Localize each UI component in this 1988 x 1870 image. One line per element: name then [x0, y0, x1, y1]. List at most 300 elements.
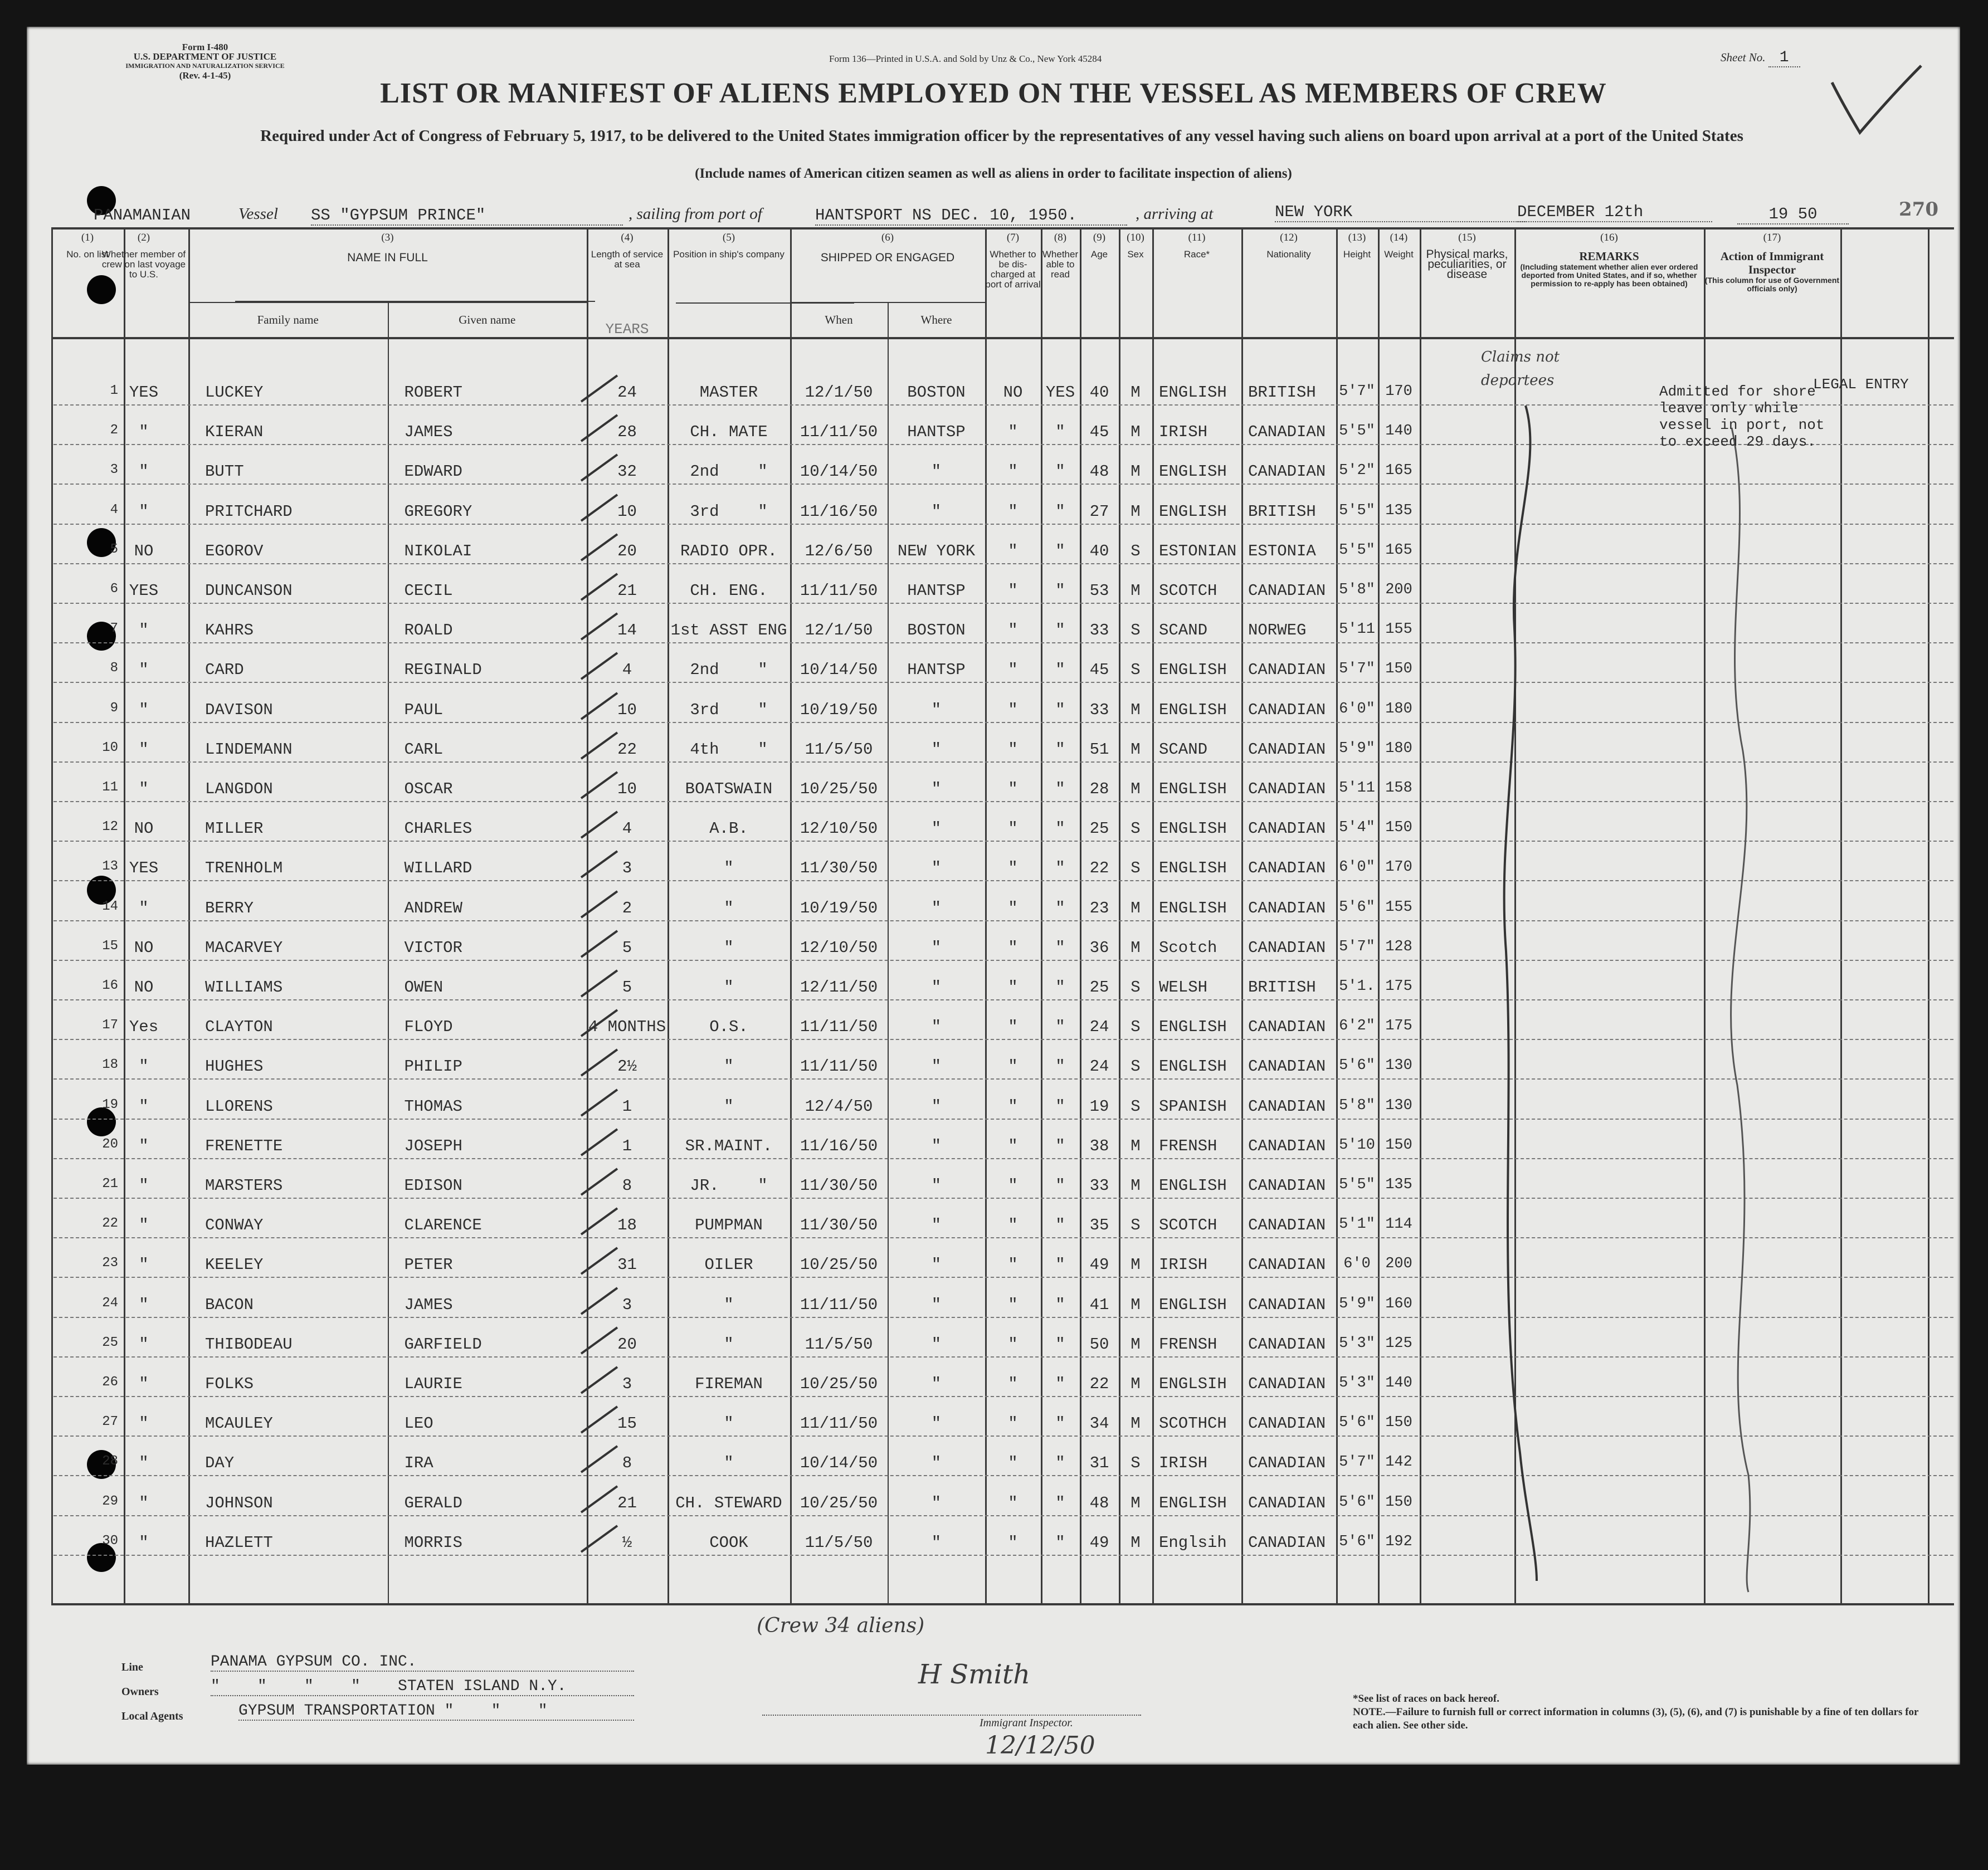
table-cell: S [1131, 1057, 1141, 1076]
table-cell: M [1131, 899, 1141, 917]
table-cell: CANADIAN [1248, 1057, 1326, 1076]
table-cell: 32 [617, 462, 637, 481]
table-cell: " [1008, 423, 1018, 442]
table-cell: 5'9" [1339, 740, 1375, 757]
table-cell: " [1055, 1335, 1065, 1354]
tick-mark-icon [578, 1521, 623, 1555]
sheet-number-label: Sheet No. 1 [1721, 49, 1800, 66]
table-cell: 1st ASST ENG [670, 621, 787, 640]
table-cell: " [724, 1295, 734, 1314]
table-cell: " [1008, 621, 1018, 640]
manifest-page [27, 27, 1960, 1765]
table-row [27, 1097, 1960, 1137]
table-cell: 5'11 [1339, 780, 1375, 797]
table-cell: 1 [622, 1136, 632, 1155]
table-cell: 1 [110, 383, 118, 398]
table-cell: 10 [617, 780, 637, 798]
table-cell: 12/4/50 [805, 1097, 873, 1116]
table-cell: 150 [1385, 661, 1412, 678]
table-cell: 11/11/50 [800, 1057, 878, 1076]
table-cell: S [1131, 1018, 1141, 1037]
table-cell: BOSTON [907, 383, 966, 402]
table-cell: " [139, 621, 149, 640]
table-cell: 10/25/50 [800, 1375, 878, 1393]
table-cell: WELSH [1159, 978, 1208, 997]
table-cell: CANADIAN [1248, 780, 1326, 798]
column-header [1420, 232, 1514, 335]
table-cell: HANTSP [907, 423, 966, 442]
table-cell: " [139, 780, 149, 798]
tick-mark-icon [578, 450, 623, 484]
table-cell: " [1055, 938, 1065, 957]
stamp-number: 270 [1899, 198, 1938, 221]
table-cell: TRENHOLM [205, 859, 283, 878]
inspector-action-text: LEGAL ENTRY [1813, 376, 1909, 393]
table-cell: 12/1/50 [805, 621, 873, 640]
tick-mark-icon [578, 1164, 623, 1198]
table-cell: 8 [110, 661, 118, 676]
table-cell: 49 [1089, 1533, 1109, 1552]
column-number: (6) [881, 232, 894, 243]
table-cell: 5 [622, 938, 632, 957]
table-cell: 27 [1089, 502, 1109, 521]
table-cell: NO [134, 819, 154, 838]
tick-mark-icon [578, 569, 623, 603]
table-cell: 5'5" [1339, 541, 1375, 559]
table-cell: M [1131, 1414, 1141, 1433]
table-cell: 12/10/50 [800, 938, 878, 957]
table-cell: M [1131, 1176, 1141, 1195]
table-cell: " [1008, 1335, 1018, 1354]
table-cell: O.S. [709, 1018, 748, 1037]
table-cell: " [931, 899, 942, 917]
table-cell: 45 [1089, 661, 1109, 680]
table-cell: GREGORY [404, 502, 472, 521]
table-cell: " [1055, 780, 1065, 798]
table-cell: EDWARD [404, 462, 462, 481]
table-cell: CANADIAN [1248, 1454, 1326, 1473]
table-cell: " [139, 700, 149, 719]
table-cell: " [1008, 462, 1018, 481]
column-label: SHIPPED OR ENGAGED [820, 251, 955, 264]
table-cell: " [931, 1136, 942, 1155]
table-cell: M [1131, 700, 1141, 719]
table-cell: " [931, 700, 942, 719]
table-cell: M [1131, 1136, 1141, 1155]
table-cell: 5'7" [1339, 383, 1375, 400]
table-cell: REGINALD [404, 661, 482, 680]
table-cell: GERALD [404, 1493, 462, 1512]
table-cell: 25 [1089, 819, 1109, 838]
table-cell: ENGLISH [1159, 661, 1227, 680]
table-cell: 26 [102, 1375, 118, 1390]
table-cell: 12/6/50 [805, 541, 873, 560]
table-cell: 5'5" [1339, 423, 1375, 440]
table-cell: M [1131, 1375, 1141, 1393]
table-cell: BUTT [205, 462, 244, 481]
table-cell: CLAYTON [205, 1018, 273, 1037]
table-cell: 50 [1089, 1335, 1109, 1354]
table-cell: 11/5/50 [805, 740, 873, 759]
flag-value: PANAMANIAN [94, 206, 191, 224]
tick-mark-icon [578, 1402, 623, 1436]
table-cell: S [1131, 541, 1141, 560]
table-cell: 51 [1089, 740, 1109, 759]
table-cell: " [139, 462, 149, 481]
table-cell: 5'6" [1339, 1414, 1375, 1432]
tick-mark-icon [578, 1442, 623, 1475]
column-unit: YEARS [605, 321, 649, 338]
table-cell: ENGLISH [1159, 383, 1227, 402]
column-number: (4) [621, 232, 634, 243]
table-cell: 19 [1089, 1097, 1109, 1116]
table-cell: " [931, 1057, 942, 1076]
table-cell: 23 [102, 1256, 118, 1271]
column-header [99, 232, 188, 335]
table-cell: IRISH [1159, 423, 1208, 442]
table-row [27, 1454, 1960, 1493]
table-cell: JAMES [404, 423, 453, 442]
table-cell: " [1055, 700, 1065, 719]
table-row [27, 542, 1960, 582]
table-cell: IRA [404, 1454, 433, 1473]
table-cell: HAZLETT [205, 1533, 273, 1552]
column-label: Whether to be dis-charged at port of arrival [985, 249, 1041, 290]
table-cell: 11/11/50 [800, 1414, 878, 1433]
table-row [27, 1296, 1960, 1335]
tick-mark-icon [578, 966, 623, 999]
table-row [27, 1375, 1960, 1414]
table-cell: 128 [1385, 938, 1412, 955]
table-cell: THIBODEAU [205, 1335, 293, 1354]
table-cell: 22 [1089, 1375, 1109, 1393]
table-cell: 34 [1089, 1414, 1109, 1433]
table-cell: NORWEG [1248, 621, 1307, 640]
table-cell: 10 [102, 740, 118, 755]
table-cell: JOSEPH [404, 1136, 462, 1155]
table-cell: 8 [622, 1454, 632, 1473]
tick-mark-icon [578, 609, 623, 642]
table-cell: " [1008, 819, 1018, 838]
table-cell: 155 [1385, 899, 1412, 916]
tick-mark-icon [578, 1045, 623, 1078]
table-cell: " [1055, 1533, 1065, 1552]
table-cell: " [139, 1335, 149, 1354]
table-cell: CANADIAN [1248, 1533, 1326, 1552]
table-cell: " [1055, 740, 1065, 759]
table-cell: 33 [1089, 621, 1109, 640]
column-number: (10) [1127, 232, 1144, 243]
table-cell: " [139, 899, 149, 917]
table-cell: " [139, 1136, 149, 1155]
column-sublabel: Family name [257, 313, 319, 326]
column-header [1152, 232, 1241, 335]
table-cell: 24 [1089, 1057, 1109, 1076]
table-cell: 140 [1385, 423, 1412, 440]
table-row [27, 859, 1960, 899]
column-number: (13) [1348, 232, 1366, 243]
table-cell: " [1008, 780, 1018, 798]
table-cell: PHILIP [404, 1057, 462, 1076]
table-cell: ANDREW [404, 899, 462, 917]
table-cell: M [1131, 1295, 1141, 1314]
table-row [27, 819, 1960, 859]
table-cell: CANADIAN [1248, 1493, 1326, 1512]
table-cell: 130 [1385, 1097, 1412, 1114]
column-label: REMARKS [1579, 250, 1639, 263]
table-cell: S [1131, 819, 1141, 838]
tick-mark-icon [578, 530, 623, 563]
page-instruction: (Include names of American citizen seamen as well as aliens in order to facilitate inspection of aliens) [695, 166, 1292, 181]
table-cell: M [1131, 1493, 1141, 1512]
table-row [27, 1018, 1960, 1057]
table-cell: " [1055, 462, 1065, 481]
table-cell: CANADIAN [1248, 582, 1326, 600]
table-row [27, 1176, 1960, 1216]
table-cell: " [1008, 899, 1018, 917]
table-cell: " [139, 1097, 149, 1116]
table-cell: 3rd " [690, 502, 768, 521]
table-cell: 2½ [617, 1057, 637, 1076]
table-cell: 200 [1385, 1256, 1412, 1273]
table-cell: 6 [110, 582, 118, 597]
table-cell: " [1008, 1375, 1018, 1393]
table-cell: " [139, 1414, 149, 1433]
table-row [27, 899, 1960, 939]
table-cell: 28 [102, 1454, 118, 1469]
table-cell: 11/5/50 [805, 1335, 873, 1354]
table-cell: 5'3" [1339, 1375, 1375, 1391]
table-cell: " [1055, 1097, 1065, 1116]
column-header [1041, 232, 1080, 335]
table-cell: " [931, 859, 942, 878]
page-subtitle: Required under Act of Congress of February 5, 1917, to be delivered to the United States immigration officer by the representatives of any vessel having such aliens on board upon arrival at a port of the United States [260, 127, 1743, 145]
table-cell: ½ [622, 1533, 632, 1552]
column-header [188, 232, 587, 335]
column-label: Length of service at sea [591, 249, 664, 270]
table-row [27, 1057, 1960, 1097]
table-cell: ESTONIAN [1159, 541, 1237, 560]
column-header [985, 232, 1041, 335]
table-cell: M [1131, 383, 1141, 402]
table-cell: 18 [617, 1216, 637, 1235]
table-cell: ENGLISH [1159, 1176, 1227, 1195]
table-cell: NO [1003, 383, 1023, 402]
tick-mark-icon [578, 1283, 623, 1317]
table-cell: 10/14/50 [800, 1454, 878, 1473]
sailing-port-value: HANTSPORT NS DEC. 10, 1950. [815, 206, 1127, 226]
table-row [27, 462, 1960, 502]
table-cell: S [1131, 661, 1141, 680]
table-cell: S [1131, 1216, 1141, 1235]
column-number: (17) [1763, 232, 1781, 243]
column-label: Physical marks, peculiarities, or disease [1426, 248, 1508, 281]
column-number: (3) [381, 232, 394, 243]
table-cell: M [1131, 1256, 1141, 1275]
table-cell: 20 [617, 1335, 637, 1354]
table-cell: 10/19/50 [800, 700, 878, 719]
table-cell: IRISH [1159, 1454, 1208, 1473]
table-cell: 6'0" [1339, 700, 1375, 717]
remarks-text: Admitted for shore leave only while vessel in port, not to exceed 29 days. [1659, 383, 1825, 450]
table-cell: " [1055, 1375, 1065, 1393]
table-cell: 5 [110, 541, 118, 557]
tick-mark-icon [578, 1005, 623, 1039]
column-header [1119, 232, 1152, 335]
table-cell: CANADIAN [1248, 859, 1326, 878]
table-cell: " [1008, 1295, 1018, 1314]
table-cell: CANADIAN [1248, 1136, 1326, 1155]
tick-mark-icon [578, 371, 623, 404]
table-cell: " [931, 1097, 942, 1116]
table-cell: 53 [1089, 582, 1109, 600]
table-cell: " [1055, 582, 1065, 600]
table-cell: ENGLISH [1159, 780, 1227, 798]
table-cell: 10/14/50 [800, 661, 878, 680]
table-cell: " [139, 502, 149, 521]
table-cell: " [1008, 938, 1018, 957]
table-cell: 31 [1089, 1454, 1109, 1473]
tick-mark-icon [578, 1125, 623, 1158]
table-cell: " [139, 661, 149, 680]
column-label: Nationality [1266, 249, 1311, 260]
column-sublabel: When [825, 313, 853, 326]
table-cell: CANADIAN [1248, 661, 1326, 680]
table-cell: " [1055, 1057, 1065, 1076]
tick-mark-icon [578, 728, 623, 761]
table-cell: ROALD [404, 621, 453, 640]
table-row [27, 661, 1960, 700]
table-cell: " [1008, 1176, 1018, 1195]
table-cell: M [1131, 780, 1141, 798]
table-cell: " [1008, 582, 1018, 600]
table-cell: MACARVEY [205, 938, 283, 957]
table-cell: 150 [1385, 1493, 1412, 1511]
table-row [27, 621, 1960, 661]
table-cell: ENGLISH [1159, 1018, 1227, 1037]
table-cell: CANADIAN [1248, 899, 1326, 917]
table-row [27, 1137, 1960, 1176]
column-number: (12) [1280, 232, 1298, 243]
table-cell: 8 [622, 1176, 632, 1195]
table-cell: CANADIAN [1248, 938, 1326, 957]
table-cell: NIKOLAI [404, 541, 472, 560]
table-cell: 125 [1385, 1335, 1412, 1352]
table-cell: BRITISH [1248, 978, 1316, 997]
table-cell: 130 [1385, 1057, 1412, 1075]
table-cell: ENGLISH [1159, 502, 1227, 521]
table-cell: DAVISON [205, 700, 273, 719]
table-cell: CH. MATE [690, 423, 768, 442]
column-number: (16) [1600, 232, 1618, 243]
table-cell: 5'3" [1339, 1335, 1375, 1352]
table-cell: 21 [617, 582, 637, 600]
table-cell: CANADIAN [1248, 1097, 1326, 1116]
table-cell: 165 [1385, 462, 1412, 480]
table-cell: 11/16/50 [800, 1136, 878, 1155]
table-cell: 158 [1385, 780, 1412, 797]
inspector-label: Immigrant Inspector. [980, 1717, 1073, 1729]
table-cell: " [1055, 621, 1065, 640]
arrival-date-value: DECEMBER 12th [1517, 203, 1712, 222]
table-cell: KIERAN [205, 423, 264, 442]
table-cell: 2nd " [690, 661, 768, 680]
table-cell: KAHRS [205, 621, 254, 640]
table-cell: 14 [617, 621, 637, 640]
table-cell: LANGDON [205, 780, 273, 798]
table-cell: VICTOR [404, 938, 462, 957]
table-cell: " [1055, 1256, 1065, 1275]
inspection-date: 12/12/50 [985, 1731, 1095, 1760]
table-cell: " [1055, 541, 1065, 560]
table-cell: 135 [1385, 1176, 1412, 1193]
column-header [1514, 232, 1704, 335]
column-header [1241, 232, 1336, 335]
column-sublabel: Given name [459, 313, 516, 326]
ditto-line-icon [1687, 417, 1799, 1603]
table-cell: 38 [1089, 1136, 1109, 1155]
table-cell: " [1055, 1454, 1065, 1473]
table-cell: 2 [110, 423, 118, 438]
table-cell: EDISON [404, 1176, 462, 1195]
table-cell: " [1055, 502, 1065, 521]
table-cell: 20 [617, 541, 637, 560]
table-cell: 3 [110, 462, 118, 478]
table-cell: " [931, 780, 942, 798]
table-cell: 40 [1089, 541, 1109, 560]
table-cell: OILER [704, 1256, 753, 1275]
table-cell: " [1008, 502, 1018, 521]
table-cell: MORRIS [404, 1533, 462, 1552]
table-cell: " [1055, 661, 1065, 680]
table-cell: " [1008, 1493, 1018, 1512]
table-cell: 22 [102, 1216, 118, 1232]
table-cell: 23 [1089, 899, 1109, 917]
table-cell: " [724, 978, 734, 997]
table-cell: " [1008, 740, 1018, 759]
table-cell: ENGLISH [1159, 1493, 1227, 1512]
table-cell: 48 [1089, 1493, 1109, 1512]
crew-count-note: (Crew 34 aliens) [757, 1614, 925, 1637]
table-cell: " [1008, 1414, 1018, 1433]
table-cell: ENGLISH [1159, 700, 1227, 719]
table-cell: Englsih [1159, 1533, 1227, 1552]
table-cell: KEELEY [205, 1256, 264, 1275]
table-cell: 11/16/50 [800, 502, 878, 521]
table-cell: 7 [110, 621, 118, 637]
table-cell: LLORENS [205, 1097, 273, 1116]
table-cell: 5'7" [1339, 938, 1375, 955]
table-cell: ROBERT [404, 383, 462, 402]
column-note: (This column for use of Government officials only) [1704, 276, 1840, 293]
table-cell: PAUL [404, 700, 444, 719]
table-cell: " [931, 1295, 942, 1314]
table-cell: 12/10/50 [800, 819, 878, 838]
column-label: Action of Immigrant Inspector [1720, 250, 1824, 276]
table-cell: 41 [1089, 1295, 1109, 1314]
table-cell: 10/25/50 [800, 1493, 878, 1512]
table-cell: " [1008, 1136, 1018, 1155]
column-number: (15) [1458, 232, 1476, 243]
table-cell: " [724, 859, 734, 878]
table-cell: " [931, 1018, 942, 1037]
table-cell: ENGLSIH [1159, 1375, 1227, 1393]
table-row [27, 1414, 1960, 1454]
table-cell: 40 [1089, 383, 1109, 402]
table-cell: IRISH [1159, 1256, 1208, 1275]
table-cell: " [724, 899, 734, 917]
column-label: Race* [1183, 249, 1210, 260]
